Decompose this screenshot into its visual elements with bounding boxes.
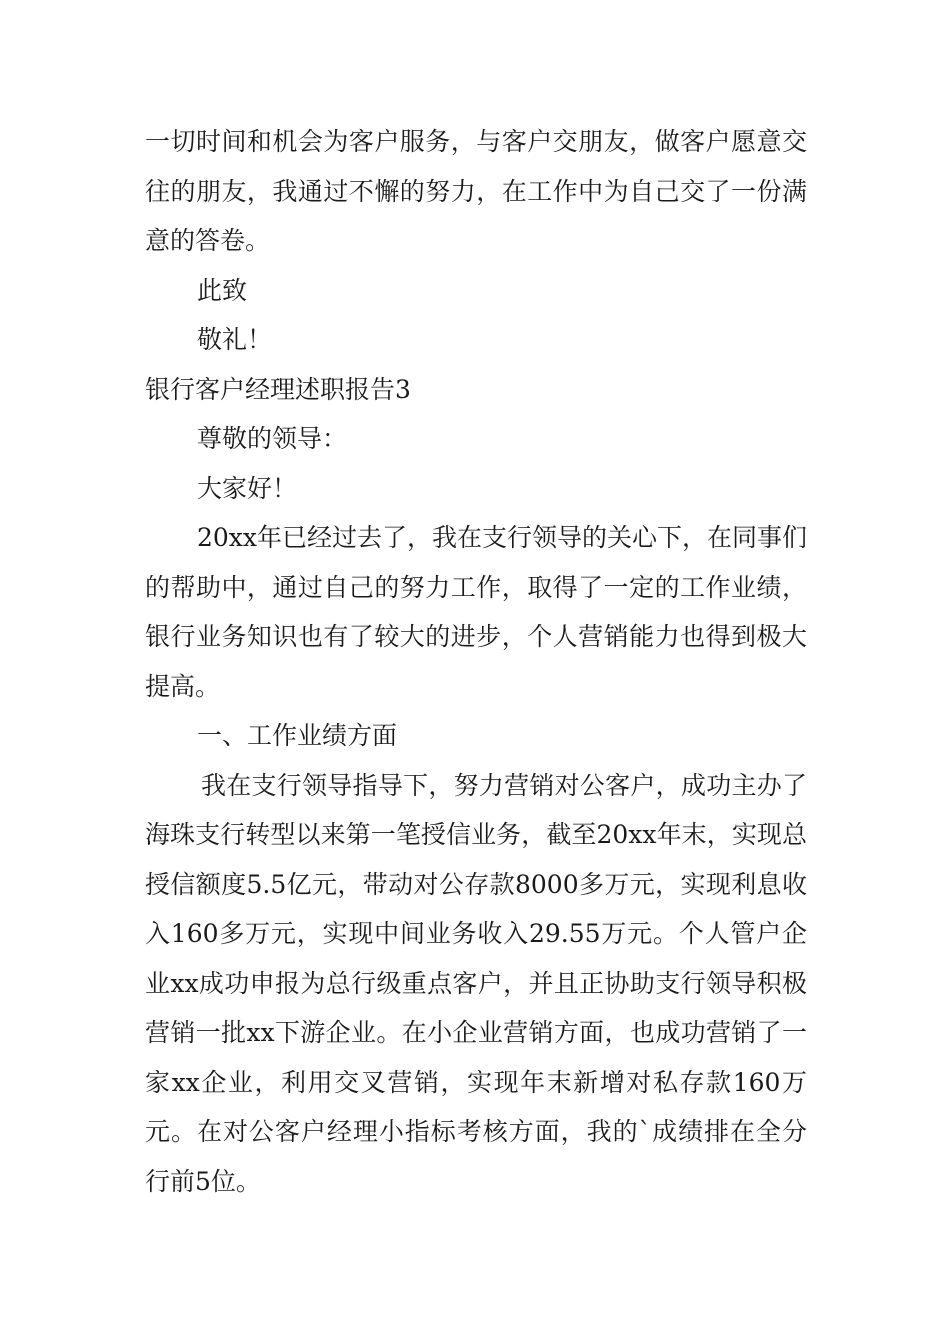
greeting-all: 大家好！ [197, 473, 298, 503]
greeting-leaders: 尊敬的领导： [197, 424, 348, 453]
document-body [145, 117, 807, 1206]
section-heading-performance: 一、工作业绩方面 [197, 721, 398, 750]
paragraph-performance: 我在支行领导指导下，努力营销对公客户，成功主办了海珠支行转型以来第一笔授信业务，截至20xx年末，实现总授信额度5.5亿元，带动对公存款8000多万元，实现利息收入160多万元，实现中间业务收入29.55万元。个人管户企业xx成功申报为总行级重点客户，并且正协助支行领导积极营销一批xx下游企业。在小企业营销方面，也成功营销了一家xx企业，利用交叉营销，实现年末新增对私存款160万元。在对公客户经理小指标考核方面，我的`成绩排在全分行前5位。 [145, 770, 807, 1196]
closing-regards: 敬礼！ [197, 325, 273, 354]
paragraph-intro: 20xx年已经过去了，我在支行领导的关心下，在同事们的帮助中，通过自己的努力工作，取得了一定的工作业绩，银行业务知识也有了较大的进步，个人营销能力也得到极大提高。 [145, 523, 808, 701]
closing-salutation: 此致 [197, 275, 248, 305]
report-title: 银行客户经理述职报告3 [145, 374, 411, 404]
paragraph-continuation: 一切时间和机会为客户服务，与客户交朋友，做客户愿意交往的朋友，我通过不懈的努力，在工作中为自己交了一份满意的答卷。 [145, 127, 807, 255]
